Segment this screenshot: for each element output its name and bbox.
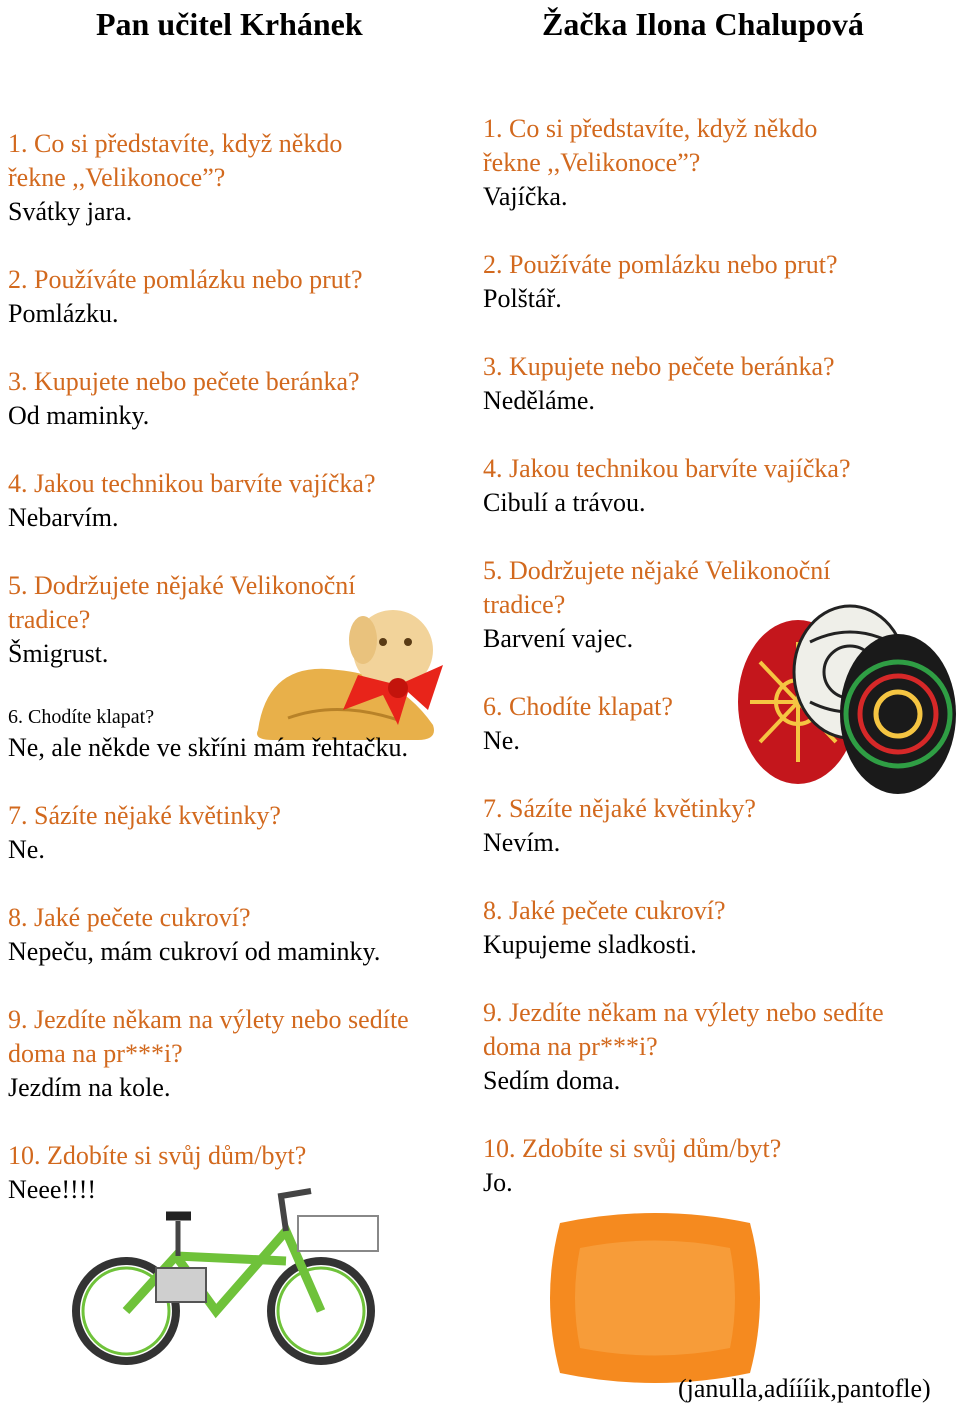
question-text: 8. Jaké pečete cukroví? — [8, 903, 251, 932]
answer-text: Jo. — [483, 1168, 513, 1197]
qa-item — [8, 1003, 478, 1105]
question-text: 5. Dodržujete nějaké Velikonoční — [8, 571, 356, 600]
question-text: 1. Co si představíte, když někdo — [8, 129, 343, 158]
question-text: 2. Používáte pomlázku nebo prut? — [8, 265, 363, 294]
question-text: tradice? — [8, 605, 91, 634]
qa-item — [8, 705, 478, 765]
question-text: 9. Jezdíte někam na výlety nebo sedíte — [8, 1005, 409, 1034]
qa-item — [8, 365, 478, 433]
qa-item — [483, 894, 953, 962]
question-text: 10. Zdobíte si svůj dům/byt? — [483, 1134, 782, 1163]
question-text: 4. Jakou technikou barvíte vajíčka? — [483, 454, 851, 483]
question-text: 3. Kupujete nebo pečete beránka? — [483, 352, 835, 381]
qa-item — [8, 127, 478, 229]
answer-text: Kupujeme sladkosti. — [483, 930, 697, 959]
question-text: doma na pr***i? — [8, 1039, 183, 1068]
question-text: 6. Chodíte klapat? — [8, 706, 155, 728]
answer-text: Vajíčka. — [483, 182, 568, 211]
answer-text: Šmigrust. — [8, 639, 109, 668]
answer-text: Cibulí a trávou. — [483, 488, 646, 517]
question-text: 10. Zdobíte si svůj dům/byt? — [8, 1141, 307, 1170]
question-text: doma na pr***i? — [483, 1032, 658, 1061]
left-column-title: Pan učitel Krhánek — [96, 6, 363, 42]
qa-item — [8, 467, 478, 535]
answer-text: Ne. — [8, 835, 45, 864]
question-text: 9. Jezdíte někam na výlety nebo sedíte — [483, 998, 884, 1027]
answer-text: Neděláme. — [483, 386, 595, 415]
right-column-title: Žačka Ilona Chalupová — [542, 6, 864, 42]
question-text: řekne ,,Velikonoce”? — [483, 148, 701, 177]
qa-item — [8, 901, 478, 969]
question-text: tradice? — [483, 590, 566, 619]
qa-item — [483, 792, 953, 860]
answer-text: Nevím. — [483, 828, 561, 857]
qa-item — [483, 248, 953, 316]
answer-text: Polštář. — [483, 284, 562, 313]
question-text: 2. Používáte pomlázku nebo prut? — [483, 250, 838, 279]
question-text: 7. Sázíte nějaké květinky? — [8, 801, 281, 830]
qa-item — [8, 263, 478, 331]
qa-item — [8, 1139, 478, 1207]
qa-item — [483, 452, 953, 520]
qa-item — [483, 112, 953, 214]
answer-text: Jezdím na kole. — [8, 1073, 171, 1102]
question-text: 7. Sázíte nějaké květinky? — [483, 794, 756, 823]
question-text: 1. Co si představíte, když někdo — [483, 114, 818, 143]
answer-text: Nebarvím. — [8, 503, 119, 532]
answer-text: Nepeču, mám cukroví od maminky. — [8, 937, 381, 966]
answer-text: Sedím doma. — [483, 1066, 621, 1095]
qa-item — [483, 1132, 953, 1200]
student-answers-column — [483, 112, 953, 1234]
qa-item — [483, 350, 953, 418]
answer-text: Od maminky. — [8, 401, 150, 430]
question-text: 3. Kupujete nebo pečete beránka? — [8, 367, 360, 396]
qa-item — [8, 569, 478, 671]
answer-text: Ne, ale někde ve skříni mám řehtačku. — [8, 733, 408, 762]
qa-item — [483, 690, 953, 758]
answer-text: Ne. — [483, 726, 520, 755]
answer-text: Neee!!!! — [8, 1175, 97, 1204]
question-text: 6. Chodíte klapat? — [483, 692, 673, 721]
question-text: 8. Jaké pečete cukroví? — [483, 896, 726, 925]
qa-item — [483, 554, 953, 656]
qa-item — [8, 799, 478, 867]
question-text: 4. Jakou technikou barvíte vajíčka? — [8, 469, 376, 498]
answer-text: Pomlázku. — [8, 299, 119, 328]
question-text: 5. Dodržujete nějaké Velikonoční — [483, 556, 831, 585]
author-credit: (janulla,adíííik,pantofle) — [678, 1374, 931, 1403]
teacher-answers-column — [8, 127, 478, 1241]
answer-text: Svátky jara. — [8, 197, 133, 226]
question-text: řekne ,,Velikonoce”? — [8, 163, 226, 192]
qa-item — [483, 996, 953, 1098]
answer-text: Barvení vajec. — [483, 624, 634, 653]
